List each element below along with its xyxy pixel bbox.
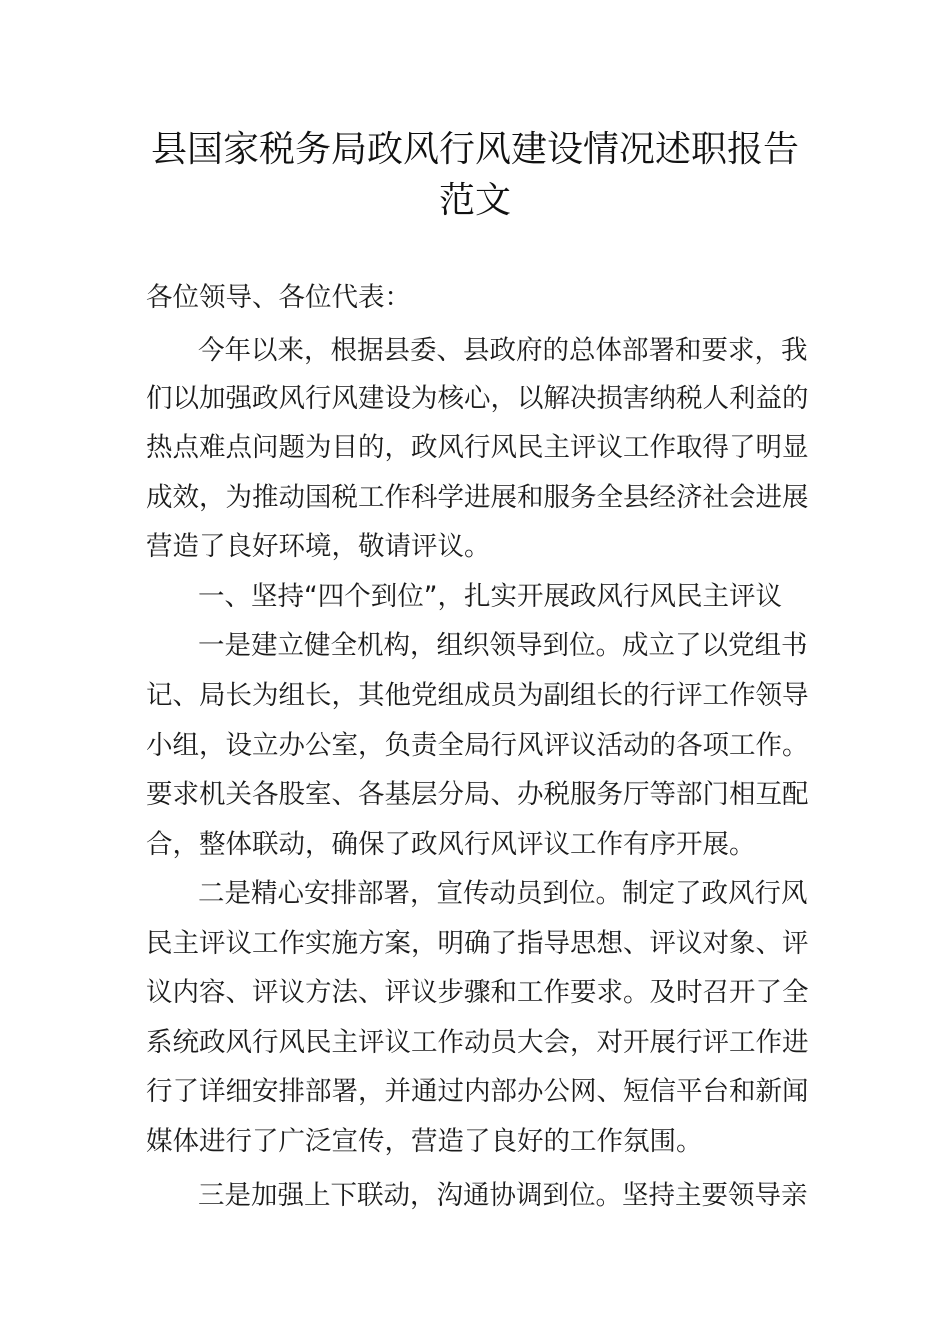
paragraph-line: 三是加强上下联动，沟通协调到位。坚持主要领导亲 (198, 1180, 808, 1211)
paragraph-line: 热点难点问题为目的，政风行风民主评议工作取得了明显 (146, 432, 809, 463)
paragraph-line: 记、局长为组长，其他党组成员为副组长的行评工作领导 (146, 680, 809, 711)
paragraph-line: 行了详细安排部署，并通过内部办公网、短信平台和新闻 (146, 1076, 809, 1107)
paragraph-line: 成效，为推动国税工作科学进展和服务全县经济社会进展 (146, 482, 809, 513)
paragraph-line: 们以加强政风行风建设为核心，以解决损害纳税人利益的 (146, 383, 809, 414)
paragraph-line: 媒体进行了广泛宣传，营造了良好的工作氛围。 (146, 1126, 703, 1157)
section-heading: 一、坚持“四个到位”，扎实开展政风行风民主评议 (198, 581, 782, 612)
paragraph-line: 系统政风行风民主评议工作动员大会，对开展行评工作进 (146, 1027, 809, 1058)
document-title-line-2: 范文 (438, 180, 511, 221)
paragraph-line: 小组，设立办公室，负责全局行风评议活动的各项工作。 (146, 730, 809, 761)
paragraph-line: 营造了良好环境，敬请评议。 (146, 531, 491, 562)
paragraph-line: 合，整体联动，确保了政风行风评议工作有序开展。 (146, 829, 756, 860)
paragraph-line: 要求机关各股室、各基层分局、办税服务厅等部门相互配 (146, 779, 809, 810)
paragraph-line: 一是建立健全机构，组织领导到位。成立了以党组书 (198, 630, 808, 661)
paragraph-line: 二是精心安排部署，宣传动员到位。制定了政风行风 (198, 878, 808, 909)
salutation: 各位领导、各位代表： (146, 282, 411, 313)
paragraph-line: 民主评议工作实施方案，明确了指导思想、评议对象、评 (146, 928, 809, 959)
paragraph-line: 议内容、评议方法、评议步骤和工作要求。及时召开了全 (146, 977, 809, 1008)
document-title-line-1: 县国家税务局政风行风建设情况述职报告 (150, 129, 799, 170)
paragraph-line: 今年以来，根据县委、县政府的总体部署和要求，我 (198, 335, 808, 366)
